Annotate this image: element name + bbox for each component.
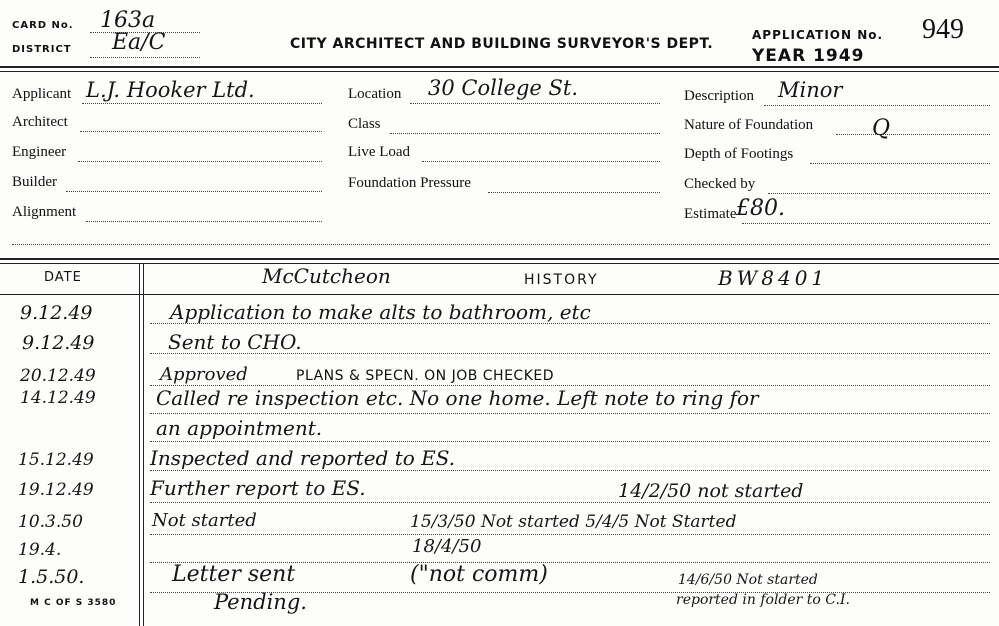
history-row-note: 18/4/50	[412, 536, 482, 557]
applicant-value: L.J. Hooker Ltd.	[86, 78, 255, 102]
history-row-date: 1.5.50.	[18, 566, 85, 588]
history-row-entry-continued: an appointment.	[156, 416, 323, 440]
history-row-entry: Inspected and reported to ES.	[150, 446, 456, 470]
card-no-label: CARD No.	[12, 20, 74, 31]
location-label: Location	[348, 86, 402, 102]
alignment-label: Alignment	[12, 204, 77, 220]
history-row-date: 19.4.	[18, 540, 62, 560]
department-title: CITY ARCHITECT AND BUILDING SURVEYOR'S DEPT.	[290, 36, 714, 52]
checked-by-label: Checked by	[684, 176, 756, 192]
history-row-date: 14.12.49	[20, 388, 96, 408]
location-value: 30 College St.	[428, 76, 579, 100]
builder-label: Builder	[12, 174, 57, 190]
class-label: Class	[348, 116, 381, 132]
history-row-note: 15/3/50 Not started 5/4/5 Not Started	[410, 512, 737, 532]
history-row-entry: Called re inspection etc. No one home. Left note to ring for	[156, 386, 759, 410]
live-load-label: Live Load	[348, 144, 411, 160]
district-label: DISTRICT	[12, 44, 72, 55]
year-label: YEAR 1949	[752, 46, 865, 66]
application-no-label: APPLICATION No.	[752, 28, 884, 42]
architect-label: Architect	[12, 114, 68, 130]
history-row-date: 9.12.49	[20, 302, 93, 324]
nature-of-foundation-label: Nature of Foundation	[684, 117, 814, 133]
history-row-entry: Further report to ES.	[150, 476, 366, 500]
history-row-entry-continued: Pending.	[214, 590, 307, 614]
history-reference: BW8401	[718, 266, 829, 290]
history-row-entry: Letter sent	[172, 562, 296, 587]
history-row-side-note: 14/6/50 Not started	[678, 572, 818, 588]
nature-of-foundation-value: Q	[872, 116, 891, 141]
description-value: Minor	[778, 78, 843, 102]
engineer-label: Engineer	[12, 144, 67, 160]
history-column-header: HISTORY	[524, 272, 599, 288]
history-row-entry: Application to make alts to bathroom, etc	[170, 300, 591, 324]
description-label: Description	[684, 88, 754, 104]
card-no-value: 163a	[100, 8, 156, 33]
foundation-pressure-label: Foundation Pressure	[348, 175, 471, 191]
history-row-date: 19.12.49	[18, 480, 94, 500]
applicant-label: Applicant	[12, 86, 72, 102]
estimate-value: £80.	[736, 196, 785, 221]
district-value: Ea/C	[112, 30, 166, 55]
form-number: M C OF S 3580	[30, 598, 117, 608]
date-column-header: DATE	[44, 270, 82, 285]
history-row-date: 15.12.49	[18, 450, 94, 470]
application-no-value: 949	[922, 14, 964, 45]
depth-of-footings-label: Depth of Footings	[684, 146, 794, 162]
history-signature: McCutcheon	[262, 264, 391, 288]
history-row-side-note-continued: reported in folder to C.I.	[676, 592, 850, 608]
history-row-date: 20.12.49	[20, 366, 96, 386]
history-row-date: 9.12.49	[22, 332, 95, 354]
history-row-entry: Sent to CHO.	[168, 330, 302, 354]
history-row-entry: Approved	[160, 364, 248, 385]
history-row-entry: Not started	[152, 510, 257, 531]
history-row-note: ("not comm)	[410, 562, 548, 587]
history-row-stamp: PLANS & SPECN. ON JOB CHECKED	[296, 368, 555, 384]
history-row-note: 14/2/50 not started	[618, 480, 804, 502]
history-row-date: 10.3.50	[18, 512, 83, 532]
estimate-label: Estimate	[684, 206, 737, 222]
